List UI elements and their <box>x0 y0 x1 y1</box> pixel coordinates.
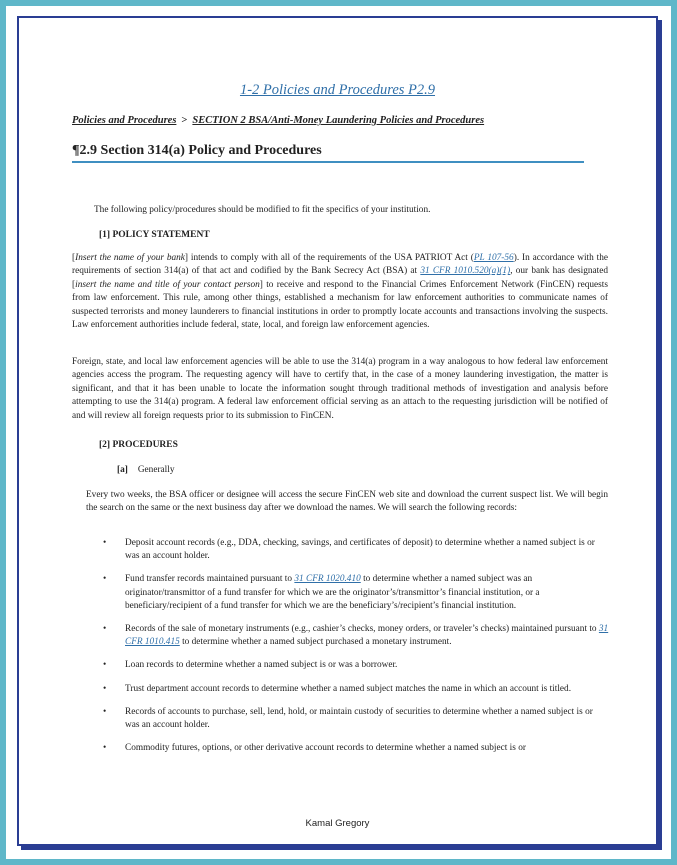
policy-statement-heading: [1] POLICY STATEMENT <box>99 230 210 240</box>
bullet-icon: • <box>103 683 107 694</box>
document-title[interactable]: 1-2 Policies and Procedures P2.9 <box>239 82 436 98</box>
placeholder-contact-person: insert the name and title of your contact person <box>75 279 260 290</box>
bullet-text: Loan records to determine whether a named subject is or was a borrower. <box>125 660 398 671</box>
procedures-paragraph: Every two weeks, the BSA officer or designee will access the secure FinCEN web site and download the current suspect list. We will begin the search on the same or the next business day after we download the names. We will search the following records: <box>86 490 608 514</box>
document-page <box>17 16 658 846</box>
generally-subheading <box>117 465 175 475</box>
cfr-1020-410-link[interactable]: 31 CFR 1020.410 <box>294 574 361 585</box>
policy-paragraph-1 <box>72 252 608 332</box>
bullet-text: Records of the sale of monetary instruments (e.g., cashier’s checks, money orders, or traveler’s checks) maintained pursuant to <box>125 624 599 635</box>
bullet-icon: • <box>103 660 107 671</box>
intro-paragraph: The following policy/procedures should be modified to fit the specifics of your institution. <box>94 205 431 215</box>
list-item <box>103 659 609 672</box>
bullet-icon: • <box>103 706 107 717</box>
page-footer: Kamal Gregory <box>305 818 370 829</box>
text-run: ). In accordance with the requirements of section 314(a) of that act and codified by the Bank Secrecy Act (BSA) at <box>72 253 608 277</box>
bullet-icon: • <box>103 743 107 754</box>
policy-paragraph-2: Foreign, state, and local law enforcement agencies will be able to use the 314(a) program in a way analogous to how federal law enforcement agencies access the program. The requesting agency will have to certify that, in the case of a money laundering investigation, the matter is significant, and that it has been unable to locate the information sought through traditional methods of investigation and analysis before attempting to use the 314(a) program. A federal law enforcement official serving as an attach to the requesting jurisdiction will be notified of and will review all foreign requests prior to its submission to FinCEN. <box>72 357 608 421</box>
list-item <box>103 742 609 755</box>
sub-title: Generally <box>137 465 175 475</box>
sub-label: [a] <box>117 465 128 475</box>
breadcrumb-separator: > <box>181 115 188 126</box>
placeholder-bank-name: Insert the name of your bank <box>75 253 185 263</box>
breadcrumb-section-link[interactable]: SECTION 2 BSA/Anti-Money Laundering Policies and Procedures <box>192 115 485 126</box>
records-bullet-list <box>103 537 609 755</box>
cfr-1010-520-link[interactable]: 31 CFR 1010.520(a)(1) <box>420 266 511 277</box>
bullet-text: to determine whether a named subject purchased a monetary instrument. <box>179 637 452 648</box>
pl-107-56-link[interactable]: PL 107-56 <box>473 253 514 263</box>
bullet-icon: • <box>103 574 107 585</box>
list-item <box>103 683 609 696</box>
breadcrumb-policies-link[interactable]: Policies and Procedures <box>72 115 177 126</box>
bullet-text: Fund transfer records maintained pursuant to <box>125 574 295 585</box>
list-item <box>103 537 609 563</box>
cfr-1010-415-link[interactable]: 31 CFR 1010.415 <box>125 624 609 648</box>
text-run: ] intends to comply with all of the requirements of the USA PATRIOT Act ( <box>184 253 474 263</box>
text-run: [ <box>72 253 76 263</box>
bullet-text: Records of accounts to purchase, sell, lend, hold, or maintain custody of securities to determine whether a named subject is or was an account holder. <box>125 706 593 731</box>
breadcrumb <box>72 115 484 126</box>
list-item <box>103 573 609 613</box>
list-item <box>103 706 609 732</box>
text-run: ] to receive and respond to the Financial Crimes Enforcement Network (FinCEN) requests from law enforcement. This rule, among other things, established a mechanism for law enforcement authorities to communicate names of suspected terrorists and money launderers to financial institutions in order to promptly locate accounts and transactions involving the suspects. Law enforcement authorities include federal, state, local, and foreign law enforcement agencies. <box>72 279 608 331</box>
bullet-text: Commodity futures, options, or other derivative account records to determine whether a named subject is or <box>125 743 526 754</box>
bullet-text: Trust department account records to determine whether a named subject matches the name in which an account is titled. <box>125 683 572 694</box>
bullet-text: Deposit account records (e.g., DDA, checking, savings, and certificates of deposit) to determine whether a named subject is or was an account holder. <box>125 538 595 562</box>
bullet-icon: • <box>103 624 107 635</box>
bullet-text: to determine whether a named subject was an originator/transmittor of a fund transfer for which we are the originator’s/transmittor’s financial institution, or a beneficiary/recipient of a fund transfer for which we are the beneficiary’s/recipient’s financial institution. <box>125 574 540 611</box>
section-heading: ¶2.9 Section 314(a) Policy and Procedures <box>72 143 584 163</box>
bullet-icon: • <box>103 538 107 548</box>
text-run: , our bank has designated [ <box>72 266 608 290</box>
list-item <box>103 623 609 649</box>
procedures-heading: [2] PROCEDURES <box>99 440 178 450</box>
